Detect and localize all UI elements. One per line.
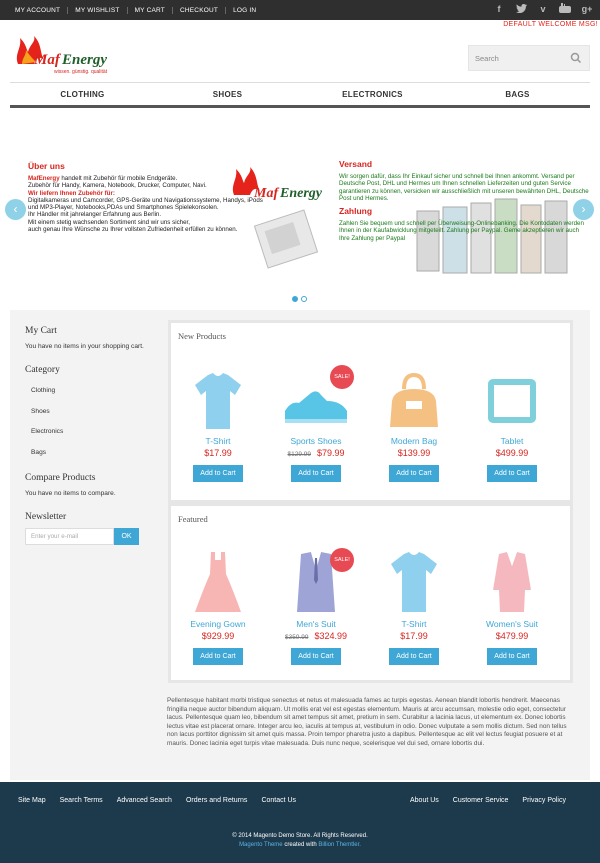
price-value: $324.99 xyxy=(314,631,348,641)
add-to-cart-button[interactable]: Add to Cart xyxy=(193,648,243,665)
footer-link-search-terms[interactable]: Search Terms xyxy=(59,797,103,804)
footer-link-site-map[interactable]: Site Map xyxy=(18,797,46,804)
svg-text:Energy: Energy xyxy=(62,52,107,68)
slider-next-button[interactable]: › xyxy=(573,199,594,220)
nav-item-shoes[interactable]: SHOES xyxy=(212,90,243,99)
about-red-line: Wir liefern Ihnen Zubehör für: xyxy=(28,189,115,197)
category-item-electronics[interactable]: Electronics xyxy=(31,428,64,435)
footer-link-about-us[interactable]: About Us xyxy=(409,797,439,804)
price-value: $139.99 xyxy=(397,448,431,458)
product-price xyxy=(472,448,552,458)
price-value: $499.99 xyxy=(495,448,529,458)
footer-right-links xyxy=(410,797,566,804)
product-card xyxy=(178,550,258,665)
add-to-cart-button[interactable]: Add to Cart xyxy=(193,465,243,482)
sidebar xyxy=(25,326,155,545)
search-input[interactable]: Search xyxy=(475,54,499,63)
tshirt-image[interactable] xyxy=(193,371,243,431)
my-account-link[interactable]: MY ACCOUNT xyxy=(8,7,68,14)
my-cart-link[interactable]: MY CART xyxy=(128,7,173,14)
google-plus-icon[interactable]: g+ xyxy=(581,4,593,14)
main-nav xyxy=(10,82,590,108)
description-text: Pellentesque habitant morbi tristique senectus et netus et malesuada fames ac turpis egestas. Aenean blandit lobortis hendrerit. Maecenas fringilla neque auctor bibendum aliquam. Ut mollis erat vel est egestas elementum. Mauris at arcu accumsan, molestie odio eget, consectetur lacus. Pellentesque quam leo, bibendum sit amet tempus sit amet, pretium in sem. Curabitur a lacinia lacus, ut elementum ex. Donec lobortis lectus vitae est placerat ornare. Integer arcu leo, iaculis at tempus at, vestibulum in odio. Donec vulputate a sem mollis dictum. Sed non tellus non lacus porttitor dignissim sit amet quis massa. Proin tempor pharetra justo a dapibus. Pellentesque ac elit vel lectus feugiat posuere et at mauris. Donec lacinia eget turpis vitae malesuada. Duis nunc neque, scelerisque vel dui sed, ornare lobortis dui. xyxy=(167,697,567,747)
slider-prev-button[interactable]: ‹ xyxy=(5,199,26,220)
shipping-title: Versand xyxy=(339,159,373,169)
logo[interactable] xyxy=(14,34,124,76)
my-wishlist-link[interactable]: MY WISHLIST xyxy=(68,7,127,14)
product-name[interactable]: Men's Suit xyxy=(296,619,336,629)
evening-gown-image[interactable] xyxy=(193,550,243,614)
svg-text:wissen. günstig. qualität: wissen. günstig. qualität xyxy=(54,69,108,75)
header xyxy=(10,30,590,82)
search-icon[interactable] xyxy=(569,51,583,65)
svg-text:Maf: Maf xyxy=(254,186,279,201)
about-line-3: Digitalkameras und Camcorder, GPS-Geräte und Navigationssysteme, Handys, iPods und MP3-Player, Notebooks,PDAs und Smartphones Spielekonsolen. xyxy=(28,196,263,212)
welcome-message: DEFAULT WELCOME MSG! xyxy=(503,21,598,28)
price-value: $79.99 xyxy=(316,448,345,458)
product-card xyxy=(472,371,552,482)
product-card xyxy=(178,371,258,482)
footer-link-advanced-search[interactable]: Advanced Search xyxy=(116,797,172,804)
nav-item-electronics[interactable]: ELECTRONICS xyxy=(342,90,403,99)
search-box[interactable] xyxy=(468,45,590,71)
womens-suit-image[interactable] xyxy=(487,550,537,614)
newsletter-ok-button[interactable]: OK xyxy=(114,528,139,545)
price-value: $17.99 xyxy=(204,448,232,458)
compare-empty-text: You have no items to compare. xyxy=(25,490,116,497)
slider-logo-image xyxy=(230,161,340,279)
product-price xyxy=(178,448,258,458)
facebook-icon[interactable]: f xyxy=(497,4,501,14)
sale-badge: SALE! xyxy=(330,548,354,572)
product-price xyxy=(178,631,258,641)
category-item-clothing[interactable]: Clothing xyxy=(31,387,56,394)
slider-dot-1[interactable] xyxy=(292,296,298,302)
youtube-icon[interactable] xyxy=(558,3,572,15)
new-products-panel xyxy=(168,320,573,503)
product-name[interactable]: T-Shirt xyxy=(401,619,427,629)
about-line-6: auch genau Ihre Wünsche zu Ihrer vollsten Zufriedenheit erfüllen zu können. xyxy=(28,226,238,234)
add-to-cart-button[interactable]: Add to Cart xyxy=(291,648,341,665)
add-to-cart-button[interactable]: Add to Cart xyxy=(487,648,537,665)
cart-empty-text: You have no items in your shopping cart. xyxy=(25,343,144,350)
about-line-2: Zubehör für Handy, Kamera, Notebook, Drucker, Computer, Navi. xyxy=(28,182,207,190)
account-links xyxy=(8,0,263,20)
add-to-cart-button[interactable]: Add to Cart xyxy=(389,648,439,665)
svg-text:Energy: Energy xyxy=(280,186,322,201)
product-price xyxy=(276,448,356,458)
nav-item-bags[interactable]: BAGS xyxy=(505,90,530,99)
footer-link-customer-service[interactable]: Customer Service xyxy=(452,797,509,804)
shipping-text: Wir sorgen dafür, dass Ihr Einkauf sicher und schnell bei Ihnen ankommt. Versand per Deutsche Post, DHL und Hermes um Ihnen schnellen Lieferzeiten und guten Service garantieren zu können, versicken wir ausschließlich mit unseren bewährten DHL, Deutsche Post und Hermes. xyxy=(339,173,589,202)
newsletter-form xyxy=(25,528,155,545)
copyright xyxy=(0,832,600,850)
category-title: Category xyxy=(25,365,60,375)
logo-image xyxy=(14,34,124,76)
product-name[interactable]: T-Shirt xyxy=(205,436,231,446)
about-line-5: Mit einem stetig wachsenden Sortiment sind wir uns sicher, xyxy=(28,218,190,226)
old-price: $359.99 xyxy=(284,634,309,641)
about-line-1: handelt mit Zubehör für mobile Endgeräte. xyxy=(59,175,178,182)
product-price xyxy=(472,631,552,641)
price-value: $479.99 xyxy=(495,631,529,641)
sale-badge: SALE! xyxy=(330,365,354,389)
newsletter-email-input[interactable]: Enter your e-mail xyxy=(25,528,114,545)
about-title: Über uns xyxy=(28,161,65,171)
footer-links xyxy=(18,797,296,804)
old-price: $129.99 xyxy=(287,451,311,458)
product-price xyxy=(276,631,356,641)
price-value: $929.99 xyxy=(201,631,235,641)
product-card xyxy=(374,550,454,665)
add-to-cart-button[interactable]: Add to Cart xyxy=(389,465,439,482)
product-name[interactable]: Sports Shoes xyxy=(290,436,342,446)
modern-bag-image[interactable] xyxy=(384,371,444,431)
category-item-bags[interactable]: Bags xyxy=(31,448,47,456)
twitter-icon[interactable] xyxy=(514,4,528,15)
about-brand: MafEnergy xyxy=(28,175,60,182)
product-price xyxy=(374,448,454,458)
vimeo-icon[interactable]: v xyxy=(540,4,546,14)
add-to-cart-button[interactable]: Add to Cart xyxy=(291,465,341,482)
svg-text:Maf: Maf xyxy=(34,52,60,68)
banner-slider xyxy=(12,155,590,287)
about-line-4: Ihr Händler mit jahrelanger Erfahrung aus Berlin. xyxy=(28,211,162,219)
product-price xyxy=(374,631,454,641)
magento-theme-link[interactable]: Magento Theme xyxy=(239,842,283,848)
top-bar xyxy=(0,0,600,20)
nav-item-clothing[interactable]: CLOTHING xyxy=(60,90,105,99)
slider-dot-2[interactable] xyxy=(301,296,307,302)
product-card xyxy=(472,550,552,665)
category-list xyxy=(25,381,155,463)
footer xyxy=(0,782,600,863)
category-item-shoes[interactable]: Shoes xyxy=(31,407,50,415)
product-name[interactable]: Tablet xyxy=(500,436,524,446)
footer-link-orders-returns[interactable]: Orders and Returns xyxy=(185,797,248,804)
featured-title: Featured xyxy=(178,514,208,524)
credits-line xyxy=(0,841,600,850)
product-name[interactable]: Evening Gown xyxy=(190,619,246,629)
payment-title: Zahlung xyxy=(339,206,373,217)
add-to-cart-button[interactable]: Add to Cart xyxy=(487,465,537,482)
footer-link-contact-us[interactable]: Contact Us xyxy=(261,797,297,804)
footer-link-privacy-policy[interactable]: Privacy Policy xyxy=(522,797,566,804)
cart-title: My Cart xyxy=(25,326,57,336)
price-value: $17.99 xyxy=(400,631,428,641)
payment-text: Zahlen Sie bequem und schnell per Überweisung-Onlinebanking. Die Kontodaten werden Ihnen in der Kaufabwicklung mitgeteilt. Zahlung per Paypal. Geme akzeptieren wir auch Ihre Zahlung per Paypal xyxy=(339,220,584,242)
featured-panel xyxy=(168,503,573,683)
login-link[interactable]: LOG IN xyxy=(233,6,257,14)
new-products-title: New Products xyxy=(178,331,226,341)
checkout-link[interactable]: CHECKOUT xyxy=(173,7,226,14)
compare-title: Compare Products xyxy=(25,473,96,483)
created-with-text: created with xyxy=(282,842,319,848)
product-name[interactable]: Women's Suit xyxy=(485,619,538,629)
slider-dots xyxy=(292,296,307,302)
product-card xyxy=(374,371,454,482)
product-name[interactable]: Modern Bag xyxy=(390,436,438,446)
builder-link[interactable]: Billion Themtler. xyxy=(318,842,361,848)
copyright-text: © 2014 Magento Demo Store. All Rights Reserved. xyxy=(232,833,368,839)
tshirt-image[interactable] xyxy=(389,550,439,614)
shipping-block xyxy=(339,159,589,242)
newsletter-title: Newsletter xyxy=(25,512,67,522)
tablet-image[interactable] xyxy=(482,371,542,431)
social-links xyxy=(492,3,594,15)
